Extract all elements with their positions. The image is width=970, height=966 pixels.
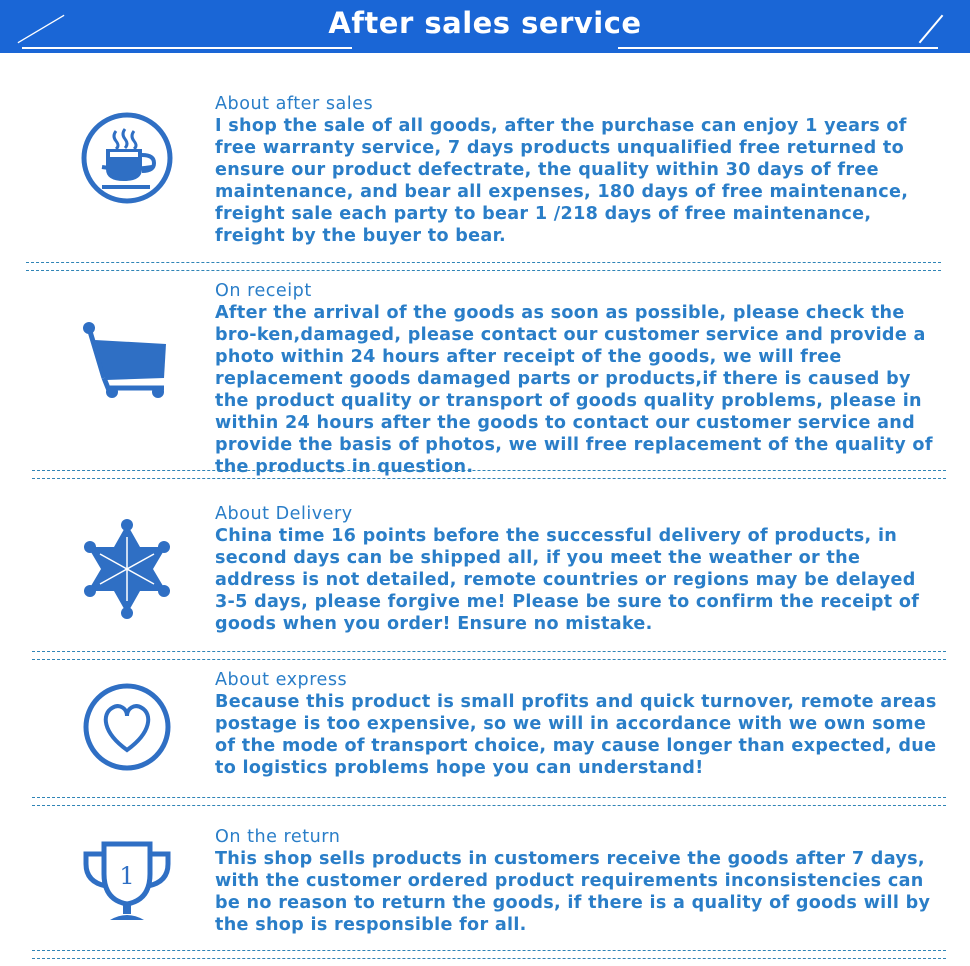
header-banner <box>0 0 970 53</box>
section-text <box>215 280 940 478</box>
snowflake-icon <box>72 512 182 622</box>
section-text <box>215 503 940 635</box>
section-body: I shop the sale of all goods, after the purchase can enjoy 1 years of free warranty service, 7 days products unqualified free returned to ensure our product defectrate, the quality within 30 days of free maintenance, and bear all expenses, 180 days of free maintenance, freight sale each party to bear 1 /218 days of free maintenance, freight by the buyer to bear. <box>215 116 909 246</box>
trophy-icon <box>72 834 182 944</box>
section-divider <box>32 797 946 806</box>
banner-right-line <box>618 47 938 49</box>
heart-icon <box>72 672 182 782</box>
banner-left-line <box>22 47 352 49</box>
section-divider <box>32 651 946 660</box>
section-text <box>215 93 940 247</box>
section-body: After the arrival of the goods as soon as possible, please check the bro-ken,damaged, please contact our customer service and provide a photo within 24 hours after receipt of the goods, we will free replacement goods damaged parts or products,if there is caused by the product quality or transport of goods quality problems, please in within 24 hours after the goods to contact our customer service and provide the basis of photos, we will free replacement of the quality of the products in question. <box>215 303 933 477</box>
page-title: After sales service <box>328 6 642 40</box>
section-heading: About express <box>215 670 348 690</box>
section-body: This shop sells products in customers receive the goods after 7 days, with the customer ordered product requirements inconsistencies can be no reason to return the goods, if there is a quality of goods will by the shop is responsible for all. <box>215 849 931 935</box>
section-body: Because this product is small profits and quick turnover, remote areas postage is too expensive, so we will in accordance with we own some of the mode of transport choice, may cause longer than expected, due to logistics problems hope you can understand! <box>215 692 937 778</box>
coffee-cup-icon <box>72 103 182 213</box>
section-heading: On receipt <box>215 281 312 301</box>
section-heading: About after sales <box>215 94 374 114</box>
section-heading: On the return <box>215 827 341 847</box>
section-text <box>215 669 940 779</box>
section-text <box>215 826 940 936</box>
trophy-number: 1 <box>119 862 135 890</box>
section-heading: About Delivery <box>215 504 353 524</box>
section-divider <box>32 950 946 959</box>
section-divider <box>32 470 946 479</box>
shopping-cart-icon <box>72 316 182 426</box>
section-body: China time 16 points before the successful delivery of products, in second days can be shipped all, if you meet the weather or the address is not detailed, remote countries or regions may be delayed 3-5 days, please forgive me! Please be sure to confirm the receipt of goods when you order! Ensure no mistake. <box>215 526 920 634</box>
section-divider <box>26 262 941 271</box>
